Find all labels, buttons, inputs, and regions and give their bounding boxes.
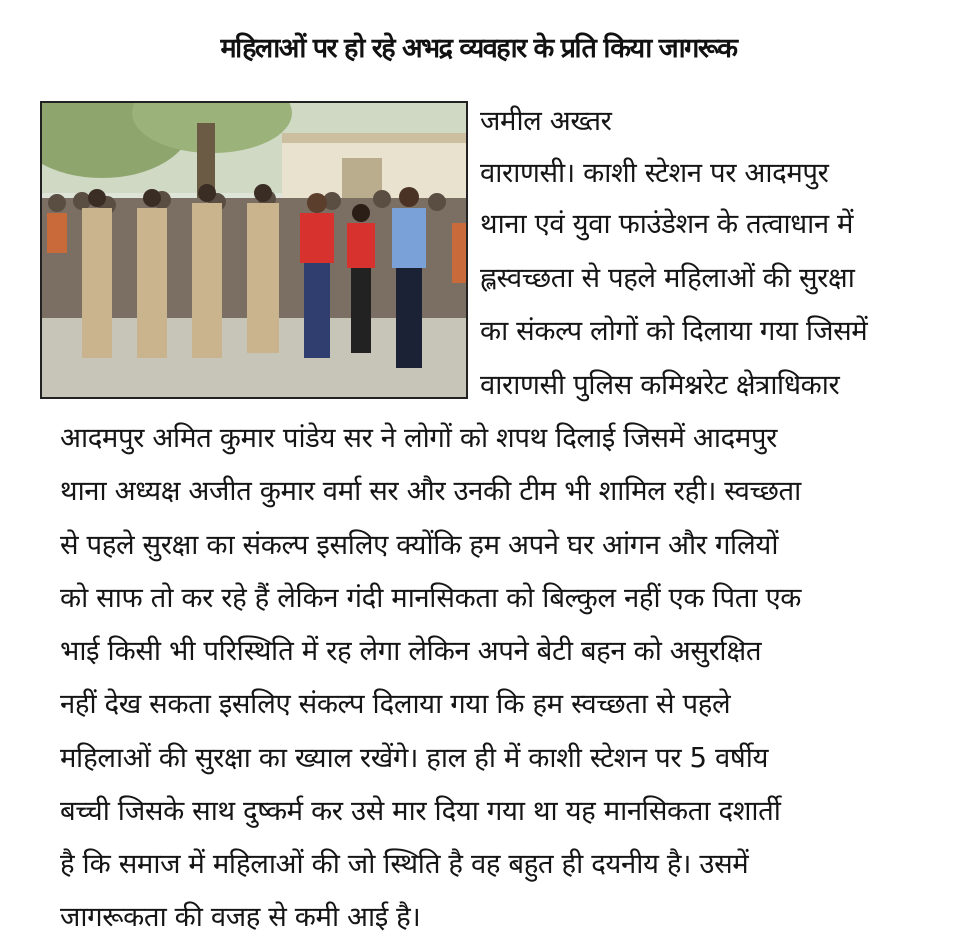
headline: महिलाओं पर हो रहे अभद्र व्यवहार के प्रति किया जागरूक	[220, 32, 737, 64]
article-line: वाराणसी। काशी स्टेशन पर आदमपुर	[480, 157, 829, 189]
article-line: ह्लस्वच्छता से पहले महिलाओं की सुरक्षा	[480, 262, 855, 294]
group-photo	[40, 101, 468, 399]
article-line: भाई किसी भी परिस्थिति में रह लेगा लेकिन अपने बेटी बहन को असुरक्षित	[60, 635, 762, 667]
article-line: थाना अध्यक्ष अजीत कुमार वर्मा सर और उनकी टीम भी शामिल रही। स्वच्छता	[60, 475, 801, 507]
article-line: महिलाओं की सुरक्षा का ख्याल रखेंगे। हाल ही में काशी स्टेशन पर 5 वर्षीय	[60, 742, 769, 774]
article-line: है कि समाज में महिलाओं की जो स्थिति है वह बहुत ही दयनीय है। उसमें	[60, 848, 749, 880]
article-line: बच्ची जिसके साथ दुष्कर्म कर उसे मार दिया गया था यह मानसिकता दशार्ती	[60, 795, 781, 827]
article-line: से पहले सुरक्षा का संकल्प इसलिए क्योंकि हम अपने घर आंगन और गलियों	[60, 529, 779, 561]
article-line: जागरूकता की वजह से कमी आई है।	[60, 901, 421, 933]
article-line: थाना एवं युवा फाउंडेशन के तत्वाधान में	[480, 208, 854, 240]
article-line: नहीं देख सकता इसलिए संकल्प दिलाया गया कि हम स्वच्छता से पहले	[60, 688, 731, 720]
byline: जमील अख्तर	[480, 105, 612, 137]
article-line: को साफ तो कर रहे हैं लेकिन गंदी मानसिकता को बिल्कुल नहीं एक पिता एक	[60, 582, 801, 614]
article-line: आदमपुर अमित कुमार पांडेय सर ने लोगों को शपथ दिलाई जिसमें आदमपुर	[60, 422, 777, 454]
group-photo-image	[42, 103, 466, 397]
article-line: वाराणसी पुलिस कमिश्नरेट क्षेत्राधिकार	[480, 369, 840, 401]
article-line: का संकल्प लोगों को दिलाया गया जिसमें	[480, 315, 868, 347]
